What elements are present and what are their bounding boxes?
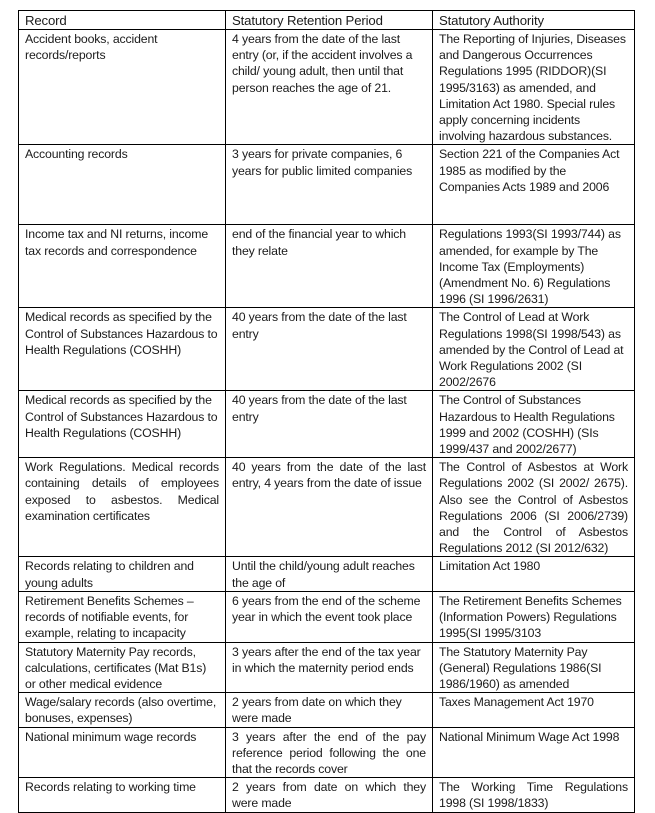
cell-retention-period: 40 years from the date of the last entry, 4 years from the date of issue xyxy=(226,458,433,557)
table-row xyxy=(19,308,635,391)
cell-statutory-authority: The Control of Lead at Work Regulations 1998(SI 1998/543) as amended by the Control of Lead at Work Regulations 2002 (SI 2002/2676 xyxy=(433,308,635,391)
cell-statutory-authority: The Retirement Benefits Schemes (Information Powers) Regulations 1995(SI 1995/3103 xyxy=(433,591,635,642)
cell-statutory-authority: Taxes Management Act 1970 xyxy=(433,693,635,727)
table-row xyxy=(19,30,635,145)
cell-retention-period: 4 years from the date of the last entry (or, if the accident involves a child/ young adult, then until that person reaches the age of 21. xyxy=(226,30,433,145)
cell-record: Records relating to working time xyxy=(19,778,226,812)
cell-record: Records relating to children and young adults xyxy=(19,557,226,591)
cell-record: Retirement Benefits Schemes – records of notifiable events, for example, relating to incapacity xyxy=(19,591,226,642)
cell-statutory-authority: Regulations 1993(SI 1993/744) as amended, for example by The Income Tax (Employments) (Amendment No. 6) Regulations 1996 (SI 1996/2631) xyxy=(433,225,635,308)
cell-record: Statutory Maternity Pay records, calculations, certificates (Mat B1s) or other medical evidence xyxy=(19,642,226,693)
table-row xyxy=(19,778,635,812)
cell-record: Accounting records xyxy=(19,145,226,225)
cell-retention-period: end of the financial year to which they relate xyxy=(226,225,433,308)
cell-record: Medical records as specified by the Control of Substances Hazardous to Health Regulations (COSHH) xyxy=(19,391,226,458)
table-row xyxy=(19,557,635,591)
cell-statutory-authority: The Statutory Maternity Pay (General) Regulations 1986(SI 1986/1960) as amended xyxy=(433,642,635,693)
cell-retention-period: 40 years from the date of the last entry xyxy=(226,391,433,458)
cell-statutory-authority: The Working Time Regulations 1998 (SI 1998/1833) xyxy=(433,778,635,812)
table-body xyxy=(19,30,635,813)
table-row xyxy=(19,727,635,778)
cell-record: National minimum wage records xyxy=(19,727,226,778)
cell-retention-period: 3 years for private companies, 6 years for public limited companies xyxy=(226,145,433,225)
table-row xyxy=(19,391,635,458)
cell-statutory-authority: Section 221 of the Companies Act 1985 as modified by the Companies Acts 1989 and 2006 xyxy=(433,145,635,225)
table-row xyxy=(19,458,635,557)
cell-statutory-authority: The Control of Asbestos at Work Regulations 2002 (SI 2002/ 2675). Also see the Control of Asbestos Regulations 2006 (SI 2006/2739) and the Control of Asbestos Regulations 2012 (SI 2012/632) xyxy=(433,458,635,557)
table-row xyxy=(19,693,635,727)
header-statutory-authority: Statutory Authority xyxy=(433,11,635,30)
cell-record: Work Regulations. Medical records containing details of employees exposed to asbestos. Medical examination certificates xyxy=(19,458,226,557)
header-row xyxy=(19,11,635,30)
cell-record: Accident books, accident records/reports xyxy=(19,30,226,145)
table-row xyxy=(19,591,635,642)
cell-record: Medical records as specified by the Control of Substances Hazardous to Health Regulations (COSHH) xyxy=(19,308,226,391)
cell-retention-period: 2 years from date on which they were made xyxy=(226,778,433,812)
table-row xyxy=(19,145,635,225)
cell-retention-period: 2 years from date on which they were made xyxy=(226,693,433,727)
cell-retention-period: Until the child/young adult reaches the age of xyxy=(226,557,433,591)
header-retention-period: Statutory Retention Period xyxy=(226,11,433,30)
cell-record: Income tax and NI returns, income tax records and correspondence xyxy=(19,225,226,308)
table-header xyxy=(19,11,635,30)
cell-retention-period: 3 years after the end of the pay reference period following the one that the records cover xyxy=(226,727,433,778)
cell-statutory-authority: The Control of Substances Hazardous to Health Regulations 1999 and 2002 (COSHH) (SIs 1999/437 and 2002/2677) xyxy=(433,391,635,458)
cell-retention-period: 40 years from the date of the last entry xyxy=(226,308,433,391)
table-row xyxy=(19,642,635,693)
retention-table xyxy=(18,10,635,813)
table-row xyxy=(19,225,635,308)
cell-statutory-authority: Limitation Act 1980 xyxy=(433,557,635,591)
cell-statutory-authority: The Reporting of Injuries, Diseases and Dangerous Occurrences Regulations 1995 (RIDDOR)(SI 1995/3163) as amended, and Limitation Act 1980. Special rules apply concerning incidents involving hazardous substances. xyxy=(433,30,635,145)
cell-statutory-authority: National Minimum Wage Act 1998 xyxy=(433,727,635,778)
cell-retention-period: 3 years after the end of the tax year in which the maternity period ends xyxy=(226,642,433,693)
header-record: Record xyxy=(19,11,226,30)
cell-record: Wage/salary records (also overtime, bonuses, expenses) xyxy=(19,693,226,727)
cell-retention-period: 6 years from the end of the scheme year in which the event took place xyxy=(226,591,433,642)
